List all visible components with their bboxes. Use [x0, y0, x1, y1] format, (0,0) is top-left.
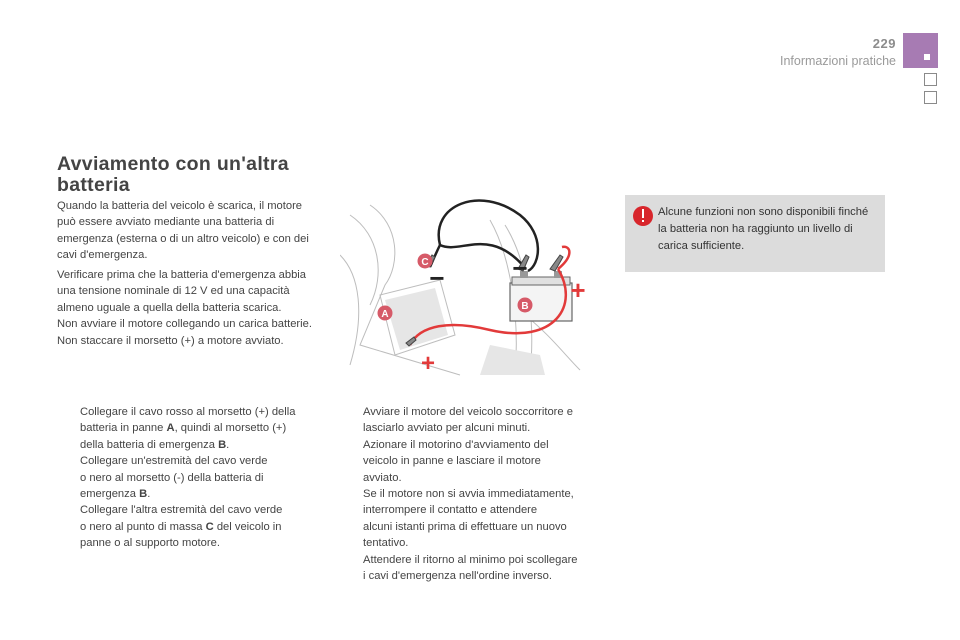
list-item: Attendere il ritorno al minimo poi scollegare i cavi d'emergenza nell'ordine inverso. — [363, 553, 578, 583]
page-title: Avviamento con un'altra batteria — [57, 153, 289, 196]
list-item: Collegare l'altra estremità del cavo verde o nero al punto di massa C del veicolo in panne o al supporto motore. — [80, 504, 283, 550]
check-paragraph — [57, 267, 319, 349]
warning-box — [625, 195, 885, 272]
intro-paragraph: Quando la batteria del veicolo è scarica, il motore può essere avviato mediante una batteria di emergenza (esterna o di un altro veicolo) e con dei cavi d'emergenza. — [57, 200, 309, 262]
list-item: Collegare il cavo rosso al morsetto (+) della batteria in panne A, quindi al morsetto (+) della batteria di emergenza B. — [80, 406, 296, 451]
plus-sign-b: + — [570, 275, 586, 305]
minus-sign-c: − — [429, 263, 445, 293]
minus-sign-b: − — [512, 253, 528, 283]
label-b — [518, 298, 533, 313]
steps-left — [57, 404, 327, 552]
warning-text: Alcune funzioni non sono disponibili finché la batteria non ha raggiunto un livello di carica sufficiente. — [658, 206, 869, 252]
steps-right — [340, 404, 610, 584]
chapter-tab[interactable] — [903, 33, 938, 68]
section-title: Informazioni pratiche — [779, 54, 896, 68]
svg-text:A: A — [381, 309, 389, 320]
svg-text:B: B — [521, 301, 529, 312]
list-item: Azionare il motorino d'avviamento del veicolo in panne e lasciare il motore avviato. Se il motore non si avvia immediatamente, interrompere il contatto e attendere alcuni istanti prima di effettuare un nuovo tentativo. — [363, 438, 574, 550]
check-line-1: Verificare prima che la batteria d'emergenza abbia una tensione nominale di 12 V ed una capacità almeno uguale a quella della batteria scarica. — [57, 269, 307, 314]
check-line-2: Non avviare il motore collegando un carica batterie. — [57, 318, 312, 331]
list-item: Avviare il motore del veicolo soccorritore e lasciarlo avviato per alcuni minuti. — [363, 406, 573, 435]
plus-sign-a: + — [420, 350, 436, 377]
list-item: Collegare un'estremità del cavo verde o nero al morsetto (-) della batteria di emergenza B. — [80, 455, 268, 501]
label-a — [378, 306, 393, 321]
check-line-3: Non staccare il morsetto (+) a motore avviato. — [57, 334, 284, 347]
svg-text:C: C — [421, 257, 429, 268]
jump-start-illustration — [340, 195, 595, 380]
page-number: 229 — [872, 36, 896, 51]
chapter-box-1 — [924, 73, 937, 86]
warning-icon — [633, 206, 653, 226]
chapter-box-2 — [924, 91, 937, 104]
tab-marker-icon — [924, 54, 930, 60]
